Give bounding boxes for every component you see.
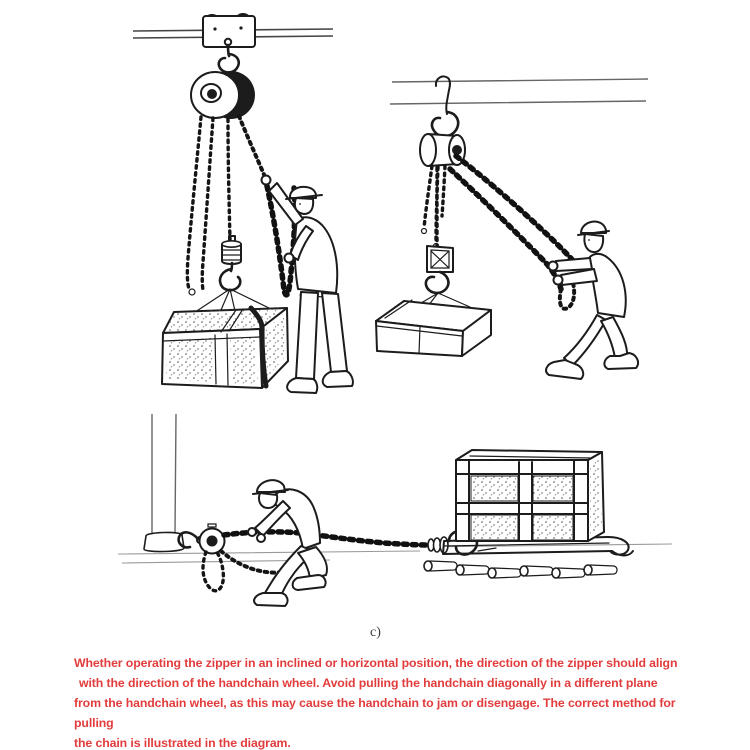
load-hook-icon	[426, 272, 449, 293]
anchor-column	[144, 414, 184, 552]
roller-sled	[424, 537, 633, 578]
caption-line-2: with the direction of the handchain wheel. Avoid pulling the handchain diagonally in a different plane	[79, 676, 658, 690]
overhead-beam	[390, 79, 648, 104]
crate-on-sled	[456, 450, 604, 541]
suspension-hook-icon	[219, 45, 239, 73]
hook-block-housing	[427, 246, 453, 272]
load-hook-swivel	[222, 236, 241, 264]
scene-trolley-hoist-vertical-pull	[133, 14, 353, 393]
load-chain	[228, 119, 230, 240]
chain-hoist-block	[191, 71, 255, 119]
caption-line-3: from the handchain wheel, as this may cause the handchain to jam or disengage. The correct method for pulling	[74, 696, 676, 730]
chain-hoist-wheel	[420, 134, 465, 166]
figure-label: c)	[370, 625, 381, 640]
hanger-hook-icon	[432, 76, 458, 136]
crate-load	[376, 300, 491, 356]
rollers	[424, 561, 617, 578]
caption-line-4: the chain is illustrated in the diagram.	[74, 736, 291, 750]
hand-chain-pulled-loop	[450, 156, 575, 309]
worker-horizontal-pull	[248, 480, 327, 606]
scene-horizontal-pull	[118, 414, 672, 606]
scene-hook-hoist-inclined-pull	[376, 76, 648, 379]
caption-line-1: Whether operating the zipper in an inclined or horizontal position, the direction of the zipper should align	[74, 656, 678, 670]
beam-trolley	[203, 14, 255, 47]
crate-load	[162, 308, 288, 388]
load-hook-icon	[220, 263, 240, 290]
hand-chain-slack	[187, 117, 213, 295]
caption-text	[74, 653, 694, 750]
hand-chain-slack	[422, 166, 446, 249]
